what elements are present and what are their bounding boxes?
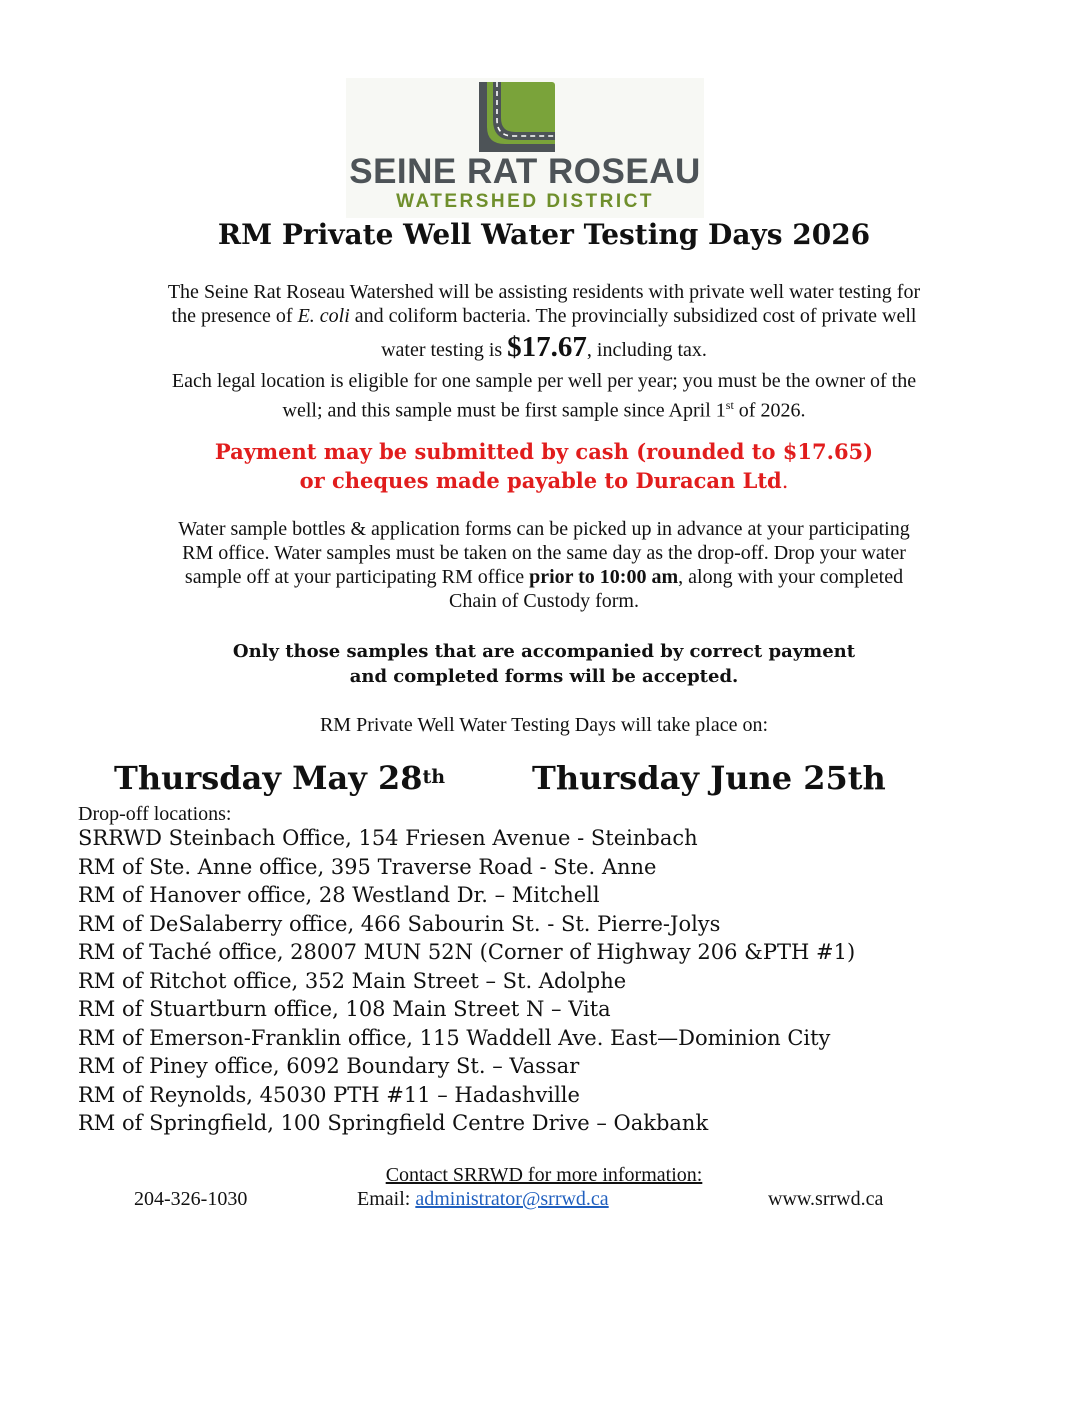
location-item: RM of Ritchot office, 352 Main Street – St. Adolphe	[78, 968, 627, 993]
location-item: RM of Springfield, 100 Springfield Centre Drive – Oakbank	[78, 1111, 709, 1135]
payment-line-2	[0, 466, 1088, 496]
logo	[346, 78, 704, 218]
intro-line-1: The Seine Rat Roseau Watershed will be assisting residents with private well water testing for	[167, 281, 921, 303]
payment-period: .	[781, 469, 789, 493]
page-title: RM Private Well Water Testing Days 2026	[217, 218, 871, 251]
accepted-line-2: and completed forms will be accepted.	[349, 666, 739, 687]
location-item: RM of Taché office, 28007 MUN 52N (Corner of Highway 206 &PTH #1)	[78, 940, 856, 964]
contact-email	[357, 1187, 609, 1211]
ordinal-suffix: st	[725, 398, 734, 412]
location-item: RM of DeSalaberry office, 466 Sabourin St. - St. Pierre-Jolys	[78, 911, 721, 936]
payment-notice	[0, 437, 1088, 496]
intro-line-5	[0, 393, 1088, 423]
samples-text: , along with your completed	[678, 566, 904, 588]
testing-date-1	[114, 754, 445, 807]
samples-text: sample off at your participating RM office	[184, 566, 530, 588]
samples-line-3	[0, 565, 1088, 589]
intro-line-4: Each legal location is eligible for one sample per well per year; you must be the owner of the	[171, 370, 917, 392]
intro-text: and coliform bacteria. The provincially subsidized cost of private well	[349, 305, 917, 327]
testing-date-2: Thursday June 25th	[532, 759, 886, 797]
logo-name: SEINE RAT ROSEAU	[349, 152, 701, 191]
deadline-text: prior to 10:00 am	[529, 566, 679, 588]
intro-text: , including tax.	[586, 339, 707, 361]
payment-line-1: Payment may be submitted by cash (rounded to $17.65)	[214, 439, 874, 464]
dropoff-label: Drop-off locations:	[78, 803, 232, 825]
take-place-text: RM Private Well Water Testing Days will take place on:	[319, 714, 769, 736]
samples-paragraph	[0, 517, 1088, 613]
locations-list	[78, 824, 855, 1138]
payment-text: or cheques made payable to Duracan Ltd	[299, 468, 782, 493]
location-item: RM of Stuartburn office, 108 Main Street N – Vita	[78, 997, 611, 1021]
location-item: RM of Piney office, 6092 Boundary St. – Vassar	[78, 1054, 580, 1078]
intro-line-2	[0, 304, 1088, 328]
accepted-line-1: Only those samples that are accompanied by correct payment	[232, 641, 856, 662]
location-item: RM of Hanover office, 28 Westland Dr. – Mitchell	[78, 883, 600, 907]
location-item: SRRWD Steinbach Office, 154 Friesen Avenue - Steinbach	[78, 826, 698, 850]
contact-heading	[0, 1163, 1088, 1187]
logo-mark-icon	[479, 82, 555, 152]
samples-line-4: Chain of Custody form.	[449, 590, 639, 612]
contact-website: www.srrwd.ca	[768, 1188, 884, 1210]
intro-text: the presence of	[171, 305, 298, 327]
intro-text: well; and this sample must be first sample since April 1	[282, 399, 726, 422]
email-link[interactable]: administrator@srrwd.ca	[415, 1188, 609, 1210]
samples-line-1: Water sample bottles & application forms can be picked up in advance at your participating	[178, 518, 910, 540]
price: $17.67	[507, 331, 587, 363]
logo-subtitle: WATERSHED DISTRICT	[396, 191, 654, 212]
ordinal-suffix: th	[422, 766, 446, 788]
contact-phone: 204-326-1030	[134, 1188, 248, 1210]
samples-line-2: RM office. Water samples must be taken on the same day as the drop-off. Drop your water	[182, 542, 906, 564]
location-item: RM of Reynolds, 45030 PTH #11 – Hadashville	[78, 1082, 580, 1107]
location-item: RM of Ste. Anne office, 395 Traverse Road - Ste. Anne	[78, 854, 657, 879]
date-text: Thursday May 28	[114, 759, 423, 797]
intro-paragraph	[0, 280, 1088, 423]
email-label: Email:	[357, 1188, 416, 1210]
intro-line-3	[0, 328, 1088, 369]
contact-heading-text: Contact SRRWD for more information:	[385, 1164, 703, 1186]
intro-text: water testing is	[381, 339, 508, 361]
acceptance-notice	[0, 639, 1088, 689]
intro-text: of 2026.	[733, 399, 806, 422]
ecoli-text: E. coli	[297, 305, 350, 327]
location-item: RM of Emerson-Franklin office, 115 Waddell Ave. East—Dominion City	[78, 1025, 831, 1050]
